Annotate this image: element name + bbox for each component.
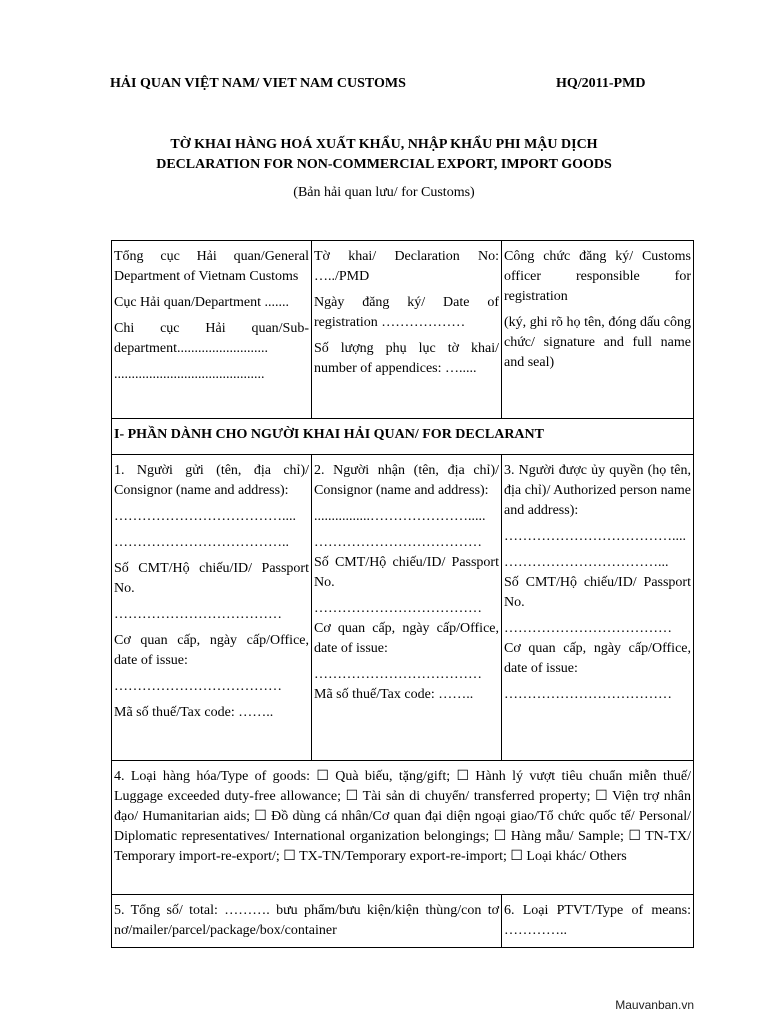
- goods-row: [112, 761, 694, 895]
- parties-row: [112, 455, 694, 761]
- consignor-office-field[interactable]: ………………………………: [114, 679, 282, 694]
- consignee-tax-field[interactable]: Mã số thuế/Tax code: ……..: [314, 687, 474, 702]
- consignor-address-line1[interactable]: ………………………………....: [114, 509, 296, 524]
- section-heading: I- PHẦN DÀNH CHO NGƯỜI KHAI HẢI QUAN/ FOR DECLARANT: [112, 419, 694, 455]
- declaration-no-field[interactable]: Tờ khai/ Declaration No: …../PMD: [314, 249, 499, 284]
- consignor-id-field[interactable]: ………………………………: [114, 607, 282, 622]
- watermark: Mauvanban.vn: [615, 998, 694, 1012]
- authorized-person-cell: [502, 455, 694, 761]
- officer-label: Công chức đăng ký/ Customs officer responsible for registration: [504, 249, 691, 304]
- appendix-count-field[interactable]: Số lượng phụ lục tờ khai/ number of appendices: ….....: [314, 341, 499, 376]
- consignee-address-line2[interactable]: ………………………………: [314, 535, 482, 550]
- authorized-office-field[interactable]: ………………………………: [504, 687, 672, 702]
- form-code: HQ/2011-PMD: [556, 76, 646, 91]
- authorized-address-line1[interactable]: ………………………………....: [504, 529, 686, 544]
- registration-date-field[interactable]: Ngày đăng ký/ Date of registration ………………: [314, 295, 499, 330]
- consignor-address-line2[interactable]: ………………………………..: [114, 535, 289, 550]
- sub-department-field[interactable]: Chi cục Hải quan/Sub-department..........................: [114, 321, 309, 356]
- customs-dept-cell: [112, 241, 312, 419]
- title-vn: TỜ KHAI HÀNG HOÁ XUẤT KHẨU, NHẬP KHẨU PHI MẬU DỊCH: [170, 137, 598, 152]
- department-field[interactable]: Cục Hải quan/Department .......: [114, 295, 289, 310]
- consignor-office-label: Cơ quan cấp, ngày cấp/Office, date of issue:: [114, 633, 309, 668]
- goods-type-cell[interactable]: 4. Loại hàng hóa/Type of goods: ☐ Quà biếu, tặng/gift; ☐ Hành lý vượt tiêu chuẩn miễn thuế/ Luggage exceeded duty-free allowance; ☐ Tài sản di chuyển/ transferred property; ☐ Viện trợ nhân đạo/ Humanitarian aids; ☐ Đồ dùng cá nhân/Cơ quan đại diện ngoại giao/Tổ chức quốc tế/ Personal/ Diplomatic representatives/ International organization belongings; ☐ Hàng mẫu/ Sample; ☐ TN-TX/ Temporary import-re-export/; ☐ TX-TN/Temporary export-re-import; ☐ Loại khác/ Others: [112, 761, 694, 895]
- total-packages-cell[interactable]: 5. Tổng số/ total: ………. bưu phẩm/bưu kiện/kiện thùng/con tơ nơ/mailer/parcel/package/box/container: [112, 895, 502, 948]
- consignee-id-field[interactable]: ………………………………: [314, 601, 482, 616]
- consignor-tax-field[interactable]: Mã số thuế/Tax code: ……..: [114, 705, 274, 720]
- consignor-id-label: Số CMT/Hộ chiếu/ID/ Passport No.: [114, 561, 309, 596]
- consignee-id-label: Số CMT/Hộ chiếu/ID/ Passport No.: [314, 555, 499, 590]
- consignee-label: 2. Người nhận (tên, địa chỉ)/ Consignor (name and address):: [314, 463, 499, 498]
- section-row: [112, 419, 694, 455]
- authorized-id-label: Số CMT/Hộ chiếu/ID/ Passport No.: [504, 575, 691, 610]
- consignee-address-line1[interactable]: ................………………….....: [314, 509, 486, 524]
- consignee-office-label: Cơ quan cấp, ngày cấp/Office, date of issue:: [314, 621, 499, 656]
- authorized-id-field[interactable]: ………………………………: [504, 621, 672, 636]
- agency-header: HẢI QUAN VIỆT NAM/ VIET NAM CUSTOMS: [110, 76, 406, 91]
- header-info-row: [112, 241, 694, 419]
- copy-note: (Bản hải quan lưu/ for Customs): [293, 185, 475, 200]
- authorized-label: 3. Người được ủy quyền (họ tên, địa chỉ)/ Authorized person name and address):: [504, 463, 691, 518]
- title-en: DECLARATION FOR NON-COMMERCIAL EXPORT, IMPORT GOODS: [156, 157, 612, 172]
- signature-note: (ký, ghi rõ họ tên, đóng dấu công chức/ signature and full name and seal): [504, 315, 691, 370]
- extra-line-field[interactable]: ...........................................: [114, 367, 265, 382]
- authorized-address-line2[interactable]: ……………………………...: [504, 555, 669, 570]
- declaration-table: [111, 240, 694, 948]
- consignor-cell: [112, 455, 312, 761]
- consignor-label: 1. Người gửi (tên, địa chỉ)/ Consignor (name and address):: [114, 463, 309, 498]
- transport-means-cell[interactable]: 6. Loại PTVT/Type of means: …………..: [502, 895, 694, 948]
- declaration-number-cell: [312, 241, 502, 419]
- authorized-office-label: Cơ quan cấp, ngày cấp/Office, date of issue:: [504, 641, 691, 676]
- customs-officer-cell: [502, 241, 694, 419]
- totals-row: [112, 895, 694, 948]
- consignee-office-field[interactable]: ………………………………: [314, 667, 482, 682]
- general-dept: Tổng cục Hải quan/General Department of Vietnam Customs: [114, 249, 309, 284]
- consignee-cell: [312, 455, 502, 761]
